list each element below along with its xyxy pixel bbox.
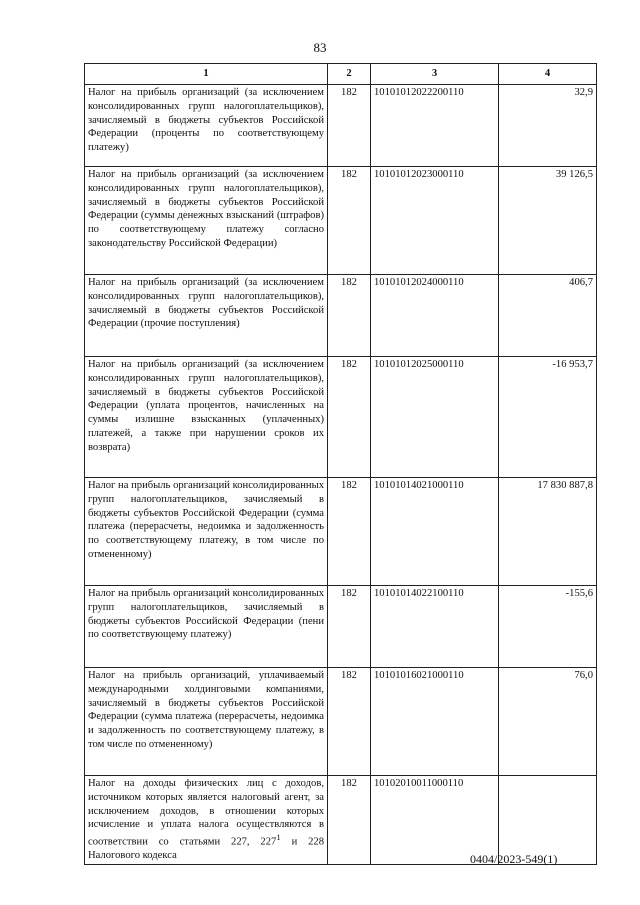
classification-code: 10101012022200110 <box>371 85 499 167</box>
revenue-name-text: Налог на доходы физических лиц с доходов, источником которых является налоговый агент, за исключением доходов, в отношении которых исчисление и уплата налога осуществляются в соответствии со статьями 227, 227 <box>88 778 324 848</box>
revenue-name: Налог на прибыль организаций (за исключением консолидированных групп налогоплательщиков), зачисляемый в бюджеты субъектов Российской Федерации (проценты по соответствующему платежу) <box>85 85 328 167</box>
column-header-3: 3 <box>371 64 499 85</box>
administrator-code: 182 <box>328 167 371 275</box>
amount: 76,0 <box>499 668 597 776</box>
administrator-code: 182 <box>328 275 371 357</box>
administrator-code: 182 <box>328 776 371 865</box>
document-number: 0404/2023-549(1) <box>470 852 558 866</box>
revenue-name-text-end: и 228 Налогового кодекса <box>88 836 325 862</box>
table-row <box>85 85 597 167</box>
table-row <box>85 275 597 357</box>
article-superscript: 1 <box>276 832 281 843</box>
amount: 32,9 <box>499 85 597 167</box>
column-header-4: 4 <box>499 64 597 85</box>
classification-code: 10101012025000110 <box>371 357 499 478</box>
table-row <box>85 167 597 275</box>
table-row <box>85 586 597 668</box>
revenue-name: Налог на прибыль организаций (за исключением консолидированных групп налогоплательщиков), зачисляемый в бюджеты субъектов Российской Федерации (уплата процентов, начисленных на суммы излишне взысканных (уплаченных) платежей, а также при нарушении сроков их возврата) <box>85 357 328 478</box>
administrator-code: 182 <box>328 357 371 478</box>
classification-code: 10101014022100110 <box>371 586 499 668</box>
table-row <box>85 357 597 478</box>
classification-code: 10101012024000110 <box>371 275 499 357</box>
table-header-row <box>85 64 597 85</box>
administrator-code: 182 <box>328 668 371 776</box>
amount: -155,6 <box>499 586 597 668</box>
administrator-code: 182 <box>328 85 371 167</box>
revenue-name: Налог на прибыль организаций (за исключением консолидированных групп налогоплательщиков), зачисляемый в бюджеты субъектов Российской Федерации (прочие поступления) <box>85 275 328 357</box>
classification-code: 10101014021000110 <box>371 478 499 586</box>
column-header-1: 1 <box>85 64 328 85</box>
classification-code: 10101012023000110 <box>371 167 499 275</box>
administrator-code: 182 <box>328 478 371 586</box>
revenue-table <box>84 63 597 865</box>
amount: 17 830 887,8 <box>499 478 597 586</box>
revenue-name: Налог на прибыль организаций консолидированных групп налогоплательщиков, зачисляемый в бюджеты субъектов Российской Федерации (пени по соответствующему платежу) <box>85 586 328 668</box>
revenue-name: Налог на прибыль организаций консолидированных групп налогоплательщиков, зачисляемый в бюджеты субъектов Российской Федерации (сумма платежа (перерасчеты, недоимка и задолженность по соответствующему платежу, в том числе по отмененному) <box>85 478 328 586</box>
amount: -16 953,7 <box>499 357 597 478</box>
table-row <box>85 668 597 776</box>
column-header-2: 2 <box>328 64 371 85</box>
amount: 39 126,5 <box>499 167 597 275</box>
revenue-name <box>85 776 328 865</box>
page-number: 83 <box>313 40 327 55</box>
table-row <box>85 478 597 586</box>
administrator-code: 182 <box>328 586 371 668</box>
classification-code: 10102010011000110 <box>371 776 499 865</box>
revenue-name: Налог на прибыль организаций, уплачиваемый международными холдинговыми компаниями, зачисляемый в бюджеты субъектов Российской Федерации (сумма платежа (перерасчеты, недоимка и задолженность по соответствующему платежу, в том числе по отмененному) <box>85 668 328 776</box>
classification-code: 10101016021000110 <box>371 668 499 776</box>
revenue-name: Налог на прибыль организаций (за исключением консолидированных групп налогоплательщиков), зачисляемый в бюджеты субъектов Российской Федерации (суммы денежных взысканий (штрафов) по соответствующему платежу согласно законодательству Российской Федерации) <box>85 167 328 275</box>
amount: 406,7 <box>499 275 597 357</box>
